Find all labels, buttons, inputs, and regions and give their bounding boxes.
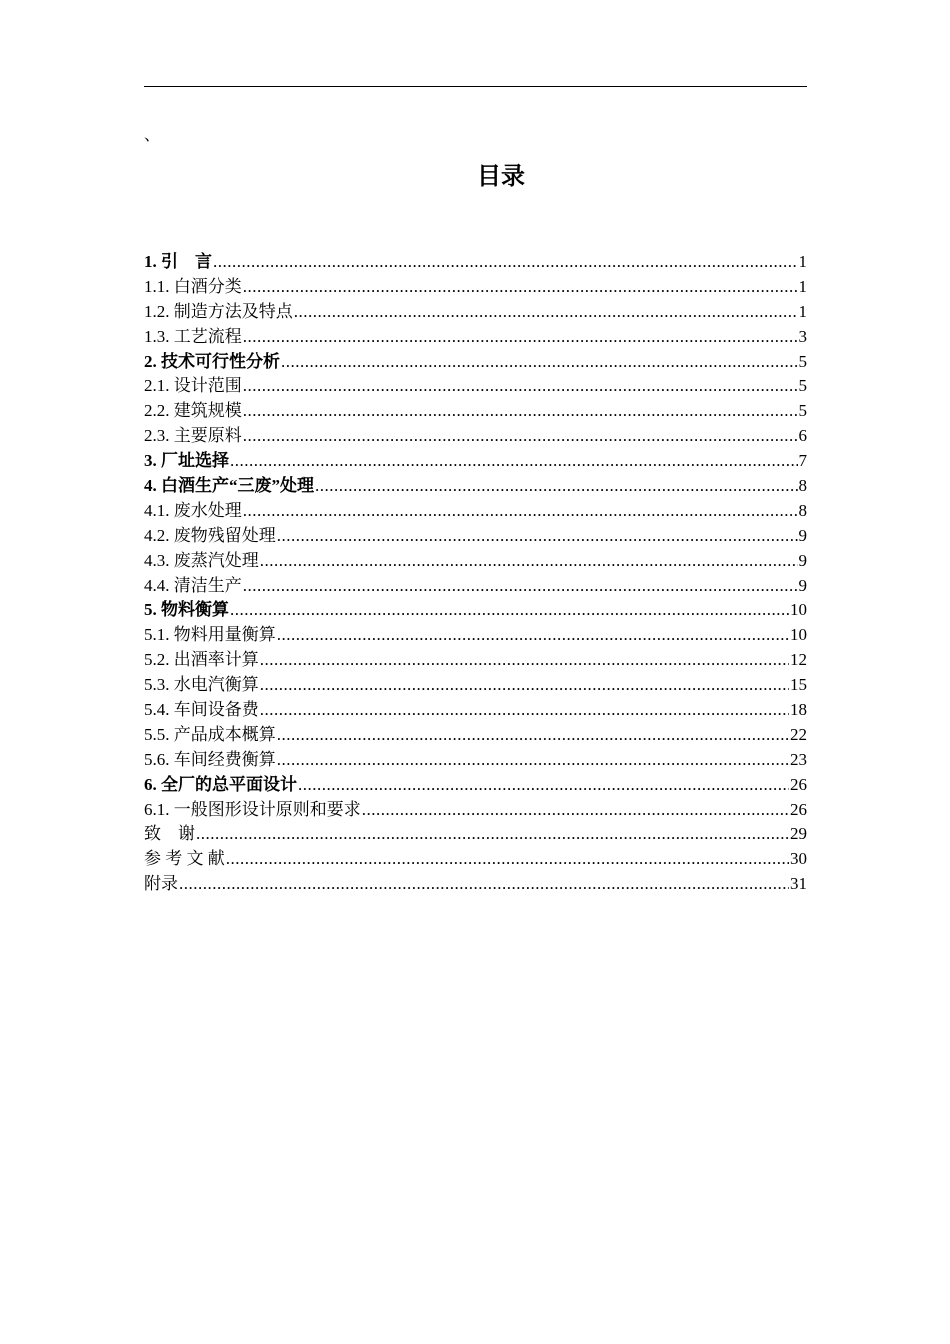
toc-entry-page: 31 (790, 874, 807, 894)
toc-dot-leader (277, 524, 798, 549)
toc-entry-label: 1.2. 制造方法及特点 (144, 301, 293, 321)
toc-entry-page: 15 (790, 675, 807, 695)
toc-dot-leader (179, 872, 789, 897)
toc-entry-label: 1. 引 言 (144, 252, 212, 271)
toc-entry[interactable] (144, 723, 807, 748)
toc-dot-leader (260, 698, 789, 723)
toc-entry-label: 参 考 文 献 (144, 849, 225, 869)
toc-entry[interactable] (144, 350, 807, 375)
toc-entry-label: 致 谢 (144, 824, 195, 844)
toc-entry[interactable] (144, 598, 807, 623)
toc-dot-leader (298, 773, 789, 798)
toc-entry-label: 5.3. 水电汽衡算 (144, 675, 259, 695)
toc-dot-leader (277, 623, 789, 648)
header-rule (144, 86, 807, 87)
toc-entry-label: 5.1. 物料用量衡算 (144, 625, 276, 645)
toc-dot-leader (260, 648, 789, 673)
toc-entry-page: 8 (798, 500, 807, 520)
toc-entry-page: 5 (798, 376, 807, 396)
toc-entry[interactable] (144, 325, 807, 350)
toc-entry-page: 5 (798, 351, 807, 371)
toc-dot-leader (243, 325, 798, 350)
toc-entry-page: 9 (798, 525, 807, 545)
toc-entry-label: 2.3. 主要原料 (144, 426, 242, 446)
toc-entry[interactable] (144, 673, 807, 698)
toc-entry-label: 4.1. 废水处理 (144, 500, 242, 520)
toc-dot-leader (281, 350, 798, 375)
toc-entry-label: 附录 (144, 874, 178, 894)
toc-entry[interactable] (144, 748, 807, 773)
toc-entry-page: 1 (798, 301, 807, 321)
toc-entry[interactable] (144, 474, 807, 499)
toc-entry-page: 26 (790, 799, 807, 819)
toc-dot-leader (243, 399, 798, 424)
toc-entry[interactable] (144, 698, 807, 723)
toc-dot-leader (362, 798, 789, 823)
toc-entry-page: 1 (798, 252, 807, 271)
toc-entry-page: 30 (790, 849, 807, 869)
toc-entry-page: 12 (790, 650, 807, 670)
toc-entry[interactable] (144, 275, 807, 300)
table-of-contents (144, 250, 807, 897)
toc-dot-leader (315, 474, 798, 499)
toc-entry-page: 10 (790, 625, 807, 645)
toc-entry-page: 29 (790, 824, 807, 844)
toc-entry-label: 6. 全厂的总平面设计 (144, 774, 297, 794)
toc-entry[interactable] (144, 773, 807, 798)
toc-entry-page: 18 (790, 700, 807, 720)
toc-entry-label: 4.2. 废物残留处理 (144, 525, 276, 545)
toc-entry-page: 1 (798, 276, 807, 296)
toc-entry-page: 9 (798, 575, 807, 595)
toc-dot-leader (226, 847, 789, 872)
toc-entry[interactable] (144, 399, 807, 424)
stray-mark: 、 (144, 127, 161, 144)
toc-entry-label: 5.6. 车间经费衡算 (144, 749, 276, 769)
toc-dot-leader (243, 374, 798, 399)
toc-entry[interactable] (144, 300, 807, 325)
page-title: 目录 (477, 162, 525, 190)
toc-dot-leader (243, 574, 798, 599)
toc-entry[interactable] (144, 847, 807, 872)
toc-entry[interactable] (144, 648, 807, 673)
toc-entry-page: 3 (798, 326, 807, 346)
toc-entry-label: 5.4. 车间设备费 (144, 700, 259, 720)
toc-entry-label: 3. 厂址选择 (144, 451, 229, 471)
toc-entry-page: 26 (790, 774, 807, 794)
toc-entry-label: 4.4. 清洁生产 (144, 575, 242, 595)
toc-entry-label: 1.3. 工艺流程 (144, 326, 242, 346)
toc-entry-label: 6.1. 一般图形设计原则和要求 (144, 799, 361, 819)
toc-entry-page: 6 (798, 426, 807, 446)
toc-dot-leader (243, 424, 798, 449)
toc-dot-leader (294, 300, 798, 325)
toc-dot-leader (243, 275, 798, 300)
toc-entry-label: 5.2. 出酒率计算 (144, 650, 259, 670)
toc-entry-page: 5 (798, 401, 807, 421)
toc-dot-leader (260, 673, 789, 698)
toc-entry-label: 5.5. 产品成本概算 (144, 724, 276, 744)
toc-entry[interactable] (144, 549, 807, 574)
toc-entry-page: 23 (790, 749, 807, 769)
toc-entry-label: 4. 白酒生产“三废”处理 (144, 476, 314, 496)
toc-dot-leader (277, 748, 789, 773)
toc-entry-label: 5. 物料衡算 (144, 600, 229, 620)
toc-entry-label: 4.3. 废蒸汽处理 (144, 550, 259, 570)
toc-entry[interactable] (144, 798, 807, 823)
toc-entry[interactable] (144, 822, 807, 847)
toc-entry[interactable] (144, 623, 807, 648)
toc-entry-label: 2. 技术可行性分析 (144, 351, 280, 371)
toc-dot-leader (213, 250, 798, 275)
toc-dot-leader (230, 449, 798, 474)
toc-entry-label: 2.1. 设计范围 (144, 376, 242, 396)
toc-dot-leader (196, 822, 789, 847)
toc-entry[interactable] (144, 424, 807, 449)
toc-entry[interactable] (144, 449, 807, 474)
toc-dot-leader (277, 723, 789, 748)
toc-dot-leader (230, 598, 789, 623)
toc-entry[interactable] (144, 524, 807, 549)
toc-entry[interactable] (144, 574, 807, 599)
toc-entry[interactable] (144, 499, 807, 524)
toc-entry-page: 10 (790, 600, 807, 620)
toc-entry[interactable] (144, 872, 807, 897)
toc-entry[interactable] (144, 374, 807, 399)
toc-dot-leader (260, 549, 798, 574)
toc-entry-page: 8 (798, 476, 807, 496)
toc-entry-page: 9 (798, 550, 807, 570)
toc-entry-label: 1.1. 白酒分类 (144, 276, 242, 296)
toc-entry[interactable] (144, 250, 807, 275)
toc-dot-leader (243, 499, 798, 524)
toc-entry-page: 7 (798, 451, 807, 471)
toc-entry-page: 22 (790, 724, 807, 744)
toc-entry-label: 2.2. 建筑规模 (144, 401, 242, 421)
